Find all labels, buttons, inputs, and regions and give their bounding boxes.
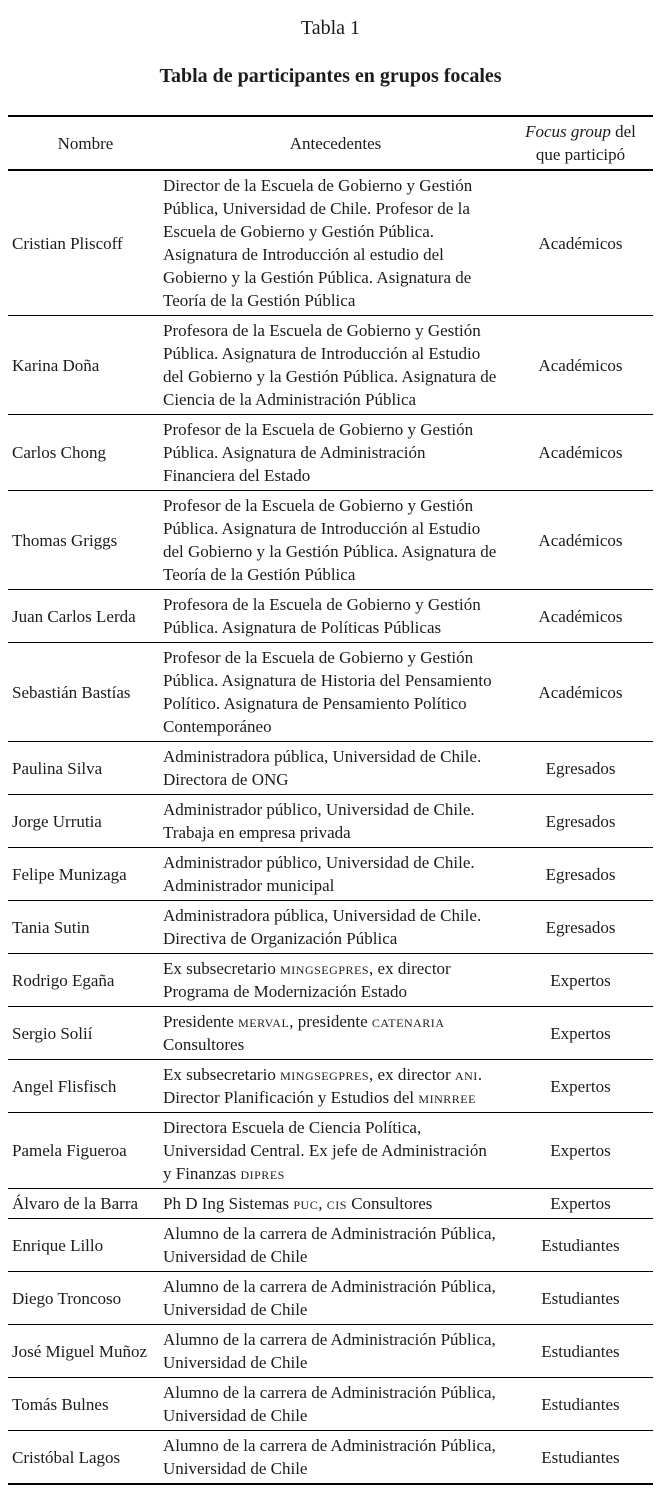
participant-antecedentes	[163, 1431, 508, 1485]
participant-name: Jorge Urrutia	[8, 795, 163, 848]
participant-focus-group: Académicos	[538, 233, 623, 253]
participant-name: Paulina Silva	[8, 742, 163, 795]
table-row	[8, 491, 653, 590]
participant-focus-group: Académicos	[508, 415, 653, 491]
participant-focus-group: Estudiantes	[508, 1431, 653, 1485]
table-body	[8, 170, 653, 1484]
table-row	[8, 848, 653, 901]
participant-focus-group: Estudiantes	[508, 1219, 653, 1272]
participant-antecedentes	[163, 415, 508, 491]
table-row	[8, 1272, 653, 1325]
table-row	[8, 1189, 653, 1219]
participant-antecedentes	[163, 901, 508, 954]
acronym-smallcaps: merval	[238, 1012, 290, 1031]
focus-group-header-line1-rest: del	[610, 122, 636, 141]
participant-antecedentes	[163, 795, 508, 848]
acronym-smallcaps: catenaria	[371, 1012, 445, 1031]
participant-name: Diego Troncoso	[8, 1272, 163, 1325]
table-row	[8, 1007, 653, 1060]
participant-name: Karina Doña	[8, 316, 163, 415]
participant-antecedentes	[163, 1219, 508, 1272]
table-row	[8, 1325, 653, 1378]
antecedentes-text: Alumno de la carrera de Administración Pública, Universidad de Chile	[163, 1224, 496, 1266]
participant-name: Álvaro de la Barra	[8, 1189, 163, 1219]
antecedentes-text: Presidente	[163, 1012, 239, 1031]
antecedentes-text: Directora Escuela de Ciencia Política, Universidad Central. Ex jefe de Administración y Finanzas	[163, 1118, 487, 1183]
participant-antecedentes	[163, 1007, 508, 1060]
participant-focus-group: Expertos	[508, 1007, 653, 1060]
participant-focus-group: Expertos	[508, 954, 653, 1007]
acronym-smallcaps: ani	[454, 1065, 478, 1084]
participant-name: Sergio Solií	[8, 1007, 163, 1060]
participant-name: Felipe Munizaga	[8, 848, 163, 901]
table-row	[8, 742, 653, 795]
antecedentes-text: Profesora de la Escuela de Gobierno y Gestión Pública. Asignatura de Introducción al Estudio del Gobierno y la Gestión Pública. Asignatura de Ciencia de la Administración Pública	[163, 321, 497, 409]
participant-focus-group: Estudiantes	[508, 1272, 653, 1325]
participant-focus-group: Estudiantes	[508, 1378, 653, 1431]
acronym-smallcaps: mingsegpres	[280, 959, 370, 978]
participant-name: José Miguel Muñoz	[8, 1325, 163, 1378]
participant-antecedentes	[163, 170, 508, 316]
antecedentes-text: Alumno de la carrera de Administración Pública, Universidad de Chile	[163, 1383, 496, 1425]
participant-antecedentes	[163, 316, 508, 415]
table-title: Tabla de participantes en grupos focales	[159, 65, 502, 87]
antecedentes-text: Alumno de la carrera de Administración Pública, Universidad de Chile	[163, 1277, 496, 1319]
participant-name: Tania Sutin	[8, 901, 163, 954]
table-row	[8, 795, 653, 848]
column-header-antecedentes: Antecedentes	[163, 116, 508, 170]
participant-antecedentes	[163, 1325, 508, 1378]
acronym-smallcaps: puc	[293, 1194, 319, 1213]
participant-focus-group: Académicos	[508, 643, 653, 742]
antecedentes-text: Administradora pública, Universidad de Chile. Directora de ONG	[163, 747, 482, 789]
participant-focus-group: Académicos	[508, 491, 653, 590]
participants-table	[8, 115, 653, 1485]
participant-focus-group: Académicos	[508, 590, 653, 643]
participant-name: Thomas Griggs	[8, 491, 163, 590]
table-row	[8, 954, 653, 1007]
participant-focus-group: Expertos	[508, 1189, 653, 1219]
participant-name: Angel Flisfisch	[8, 1060, 163, 1113]
participant-name: Juan Carlos Lerda	[8, 590, 163, 643]
participant-antecedentes	[163, 1113, 508, 1189]
participant-antecedentes	[163, 742, 508, 795]
table-row	[8, 1060, 653, 1113]
antecedentes-text: Consultores	[346, 1194, 433, 1213]
participant-name: Carlos Chong	[8, 415, 163, 491]
participant-name: Tomás Bulnes	[8, 1378, 163, 1431]
antecedentes-text: ,	[318, 1194, 327, 1213]
participant-antecedentes	[163, 848, 508, 901]
antecedentes-text: , presidente	[289, 1012, 372, 1031]
table-row	[8, 1431, 653, 1485]
table-row	[8, 1378, 653, 1431]
antecedentes-text: Profesor de la Escuela de Gobierno y Gestión Pública. Asignatura de Introducción al Estudio del Gobierno y la Gestión Pública. Asignatura de Teoría de la Gestión Pública	[163, 496, 497, 584]
antecedentes-text: Alumno de la carrera de Administración Pública, Universidad de Chile	[163, 1330, 496, 1372]
antecedentes-text: Consultores	[163, 1035, 245, 1054]
antecedentes-text: Ex subsecretario	[163, 959, 281, 978]
participant-name: Sebastián Bastías	[8, 643, 163, 742]
antecedentes-text: Director de la Escuela de Gobierno y Gestión Pública, Universidad de Chile. Profesor de la Escuela de Gobierno y Gestión Pública. Asignatura de Introducción al estudio del Gobierno y la Gestión Pública. Asignatura de Teoría de la Gestión Pública	[163, 176, 473, 310]
antecedentes-text: Administrador público, Universidad de Chile. Trabaja en empresa privada	[163, 800, 475, 842]
antecedentes-text: Alumno de la carrera de Administración Pública, Universidad de Chile	[163, 1436, 496, 1478]
participant-focus-group: Egresados	[508, 795, 653, 848]
table-row	[8, 170, 653, 316]
participant-name: Rodrigo Egaña	[8, 954, 163, 1007]
participant-antecedentes	[163, 1272, 508, 1325]
antecedentes-text: Profesor de la Escuela de Gobierno y Gestión Pública. Asignatura de Administración Financiera del Estado	[163, 420, 474, 485]
table-row	[8, 1219, 653, 1272]
table-label: Tabla 1	[300, 17, 361, 39]
table-row	[8, 415, 653, 491]
acronym-smallcaps: dipres	[240, 1164, 285, 1183]
participant-name: Pamela Figueroa	[8, 1113, 163, 1189]
header-row	[8, 116, 653, 170]
table-row	[8, 316, 653, 415]
participant-antecedentes	[163, 491, 508, 590]
participant-name: Enrique Lillo	[8, 1219, 163, 1272]
table-row	[8, 1113, 653, 1189]
antecedentes-text: Ex subsecretario	[163, 1065, 281, 1084]
antecedentes-text: Administradora pública, Universidad de Chile. Directiva de Organización Pública	[163, 906, 482, 948]
participant-focus-group: Expertos	[508, 1060, 653, 1113]
participant-antecedentes	[163, 1378, 508, 1431]
acronym-smallcaps: mingsegpres	[280, 1065, 370, 1084]
participant-antecedentes	[163, 643, 508, 742]
participant-focus-group: Académicos	[508, 316, 653, 415]
antecedentes-text: , ex director	[369, 1065, 455, 1084]
acronym-smallcaps: minrree	[418, 1088, 476, 1107]
participant-focus-group: Egresados	[508, 742, 653, 795]
column-header-nombre: Nombre	[8, 116, 163, 170]
participant-focus-group: Egresados	[508, 848, 653, 901]
antecedentes-text: Ph D Ing Sistemas	[163, 1194, 294, 1213]
focus-group-header-line1	[512, 120, 649, 143]
acronym-smallcaps: cis	[326, 1194, 347, 1213]
antecedentes-text: Profesor de la Escuela de Gobierno y Gestión Pública. Asignatura de Historia del Pensamiento Político. Asignatura de Pensamiento Político Contemporáneo	[163, 648, 492, 736]
column-header-focus-group	[508, 116, 653, 170]
participant-name: Cristian Pliscoff	[12, 233, 123, 253]
table-row	[8, 643, 653, 742]
participant-antecedentes	[163, 1060, 508, 1113]
participant-name: Cristóbal Lagos	[8, 1431, 163, 1485]
table-row	[8, 901, 653, 954]
antecedentes-text: . Director Planificación y Estudios del	[163, 1065, 483, 1107]
participant-antecedentes	[163, 590, 508, 643]
antecedentes-text: , ex director Programa de Modernización Estado	[163, 959, 451, 1001]
focus-group-header-italic: Focus group	[525, 122, 611, 141]
focus-group-header-line2: que participó	[535, 145, 626, 164]
participant-antecedentes	[163, 954, 508, 1007]
antecedentes-text: Administrador público, Universidad de Chile. Administrador municipal	[163, 853, 475, 895]
participant-focus-group: Egresados	[508, 901, 653, 954]
antecedentes-text: Profesora de la Escuela de Gobierno y Gestión Pública. Asignatura de Políticas Públicas	[163, 595, 481, 637]
participant-focus-group: Expertos	[508, 1113, 653, 1189]
participant-focus-group: Estudiantes	[508, 1325, 653, 1378]
table-row	[8, 590, 653, 643]
participant-antecedentes	[163, 1189, 508, 1219]
